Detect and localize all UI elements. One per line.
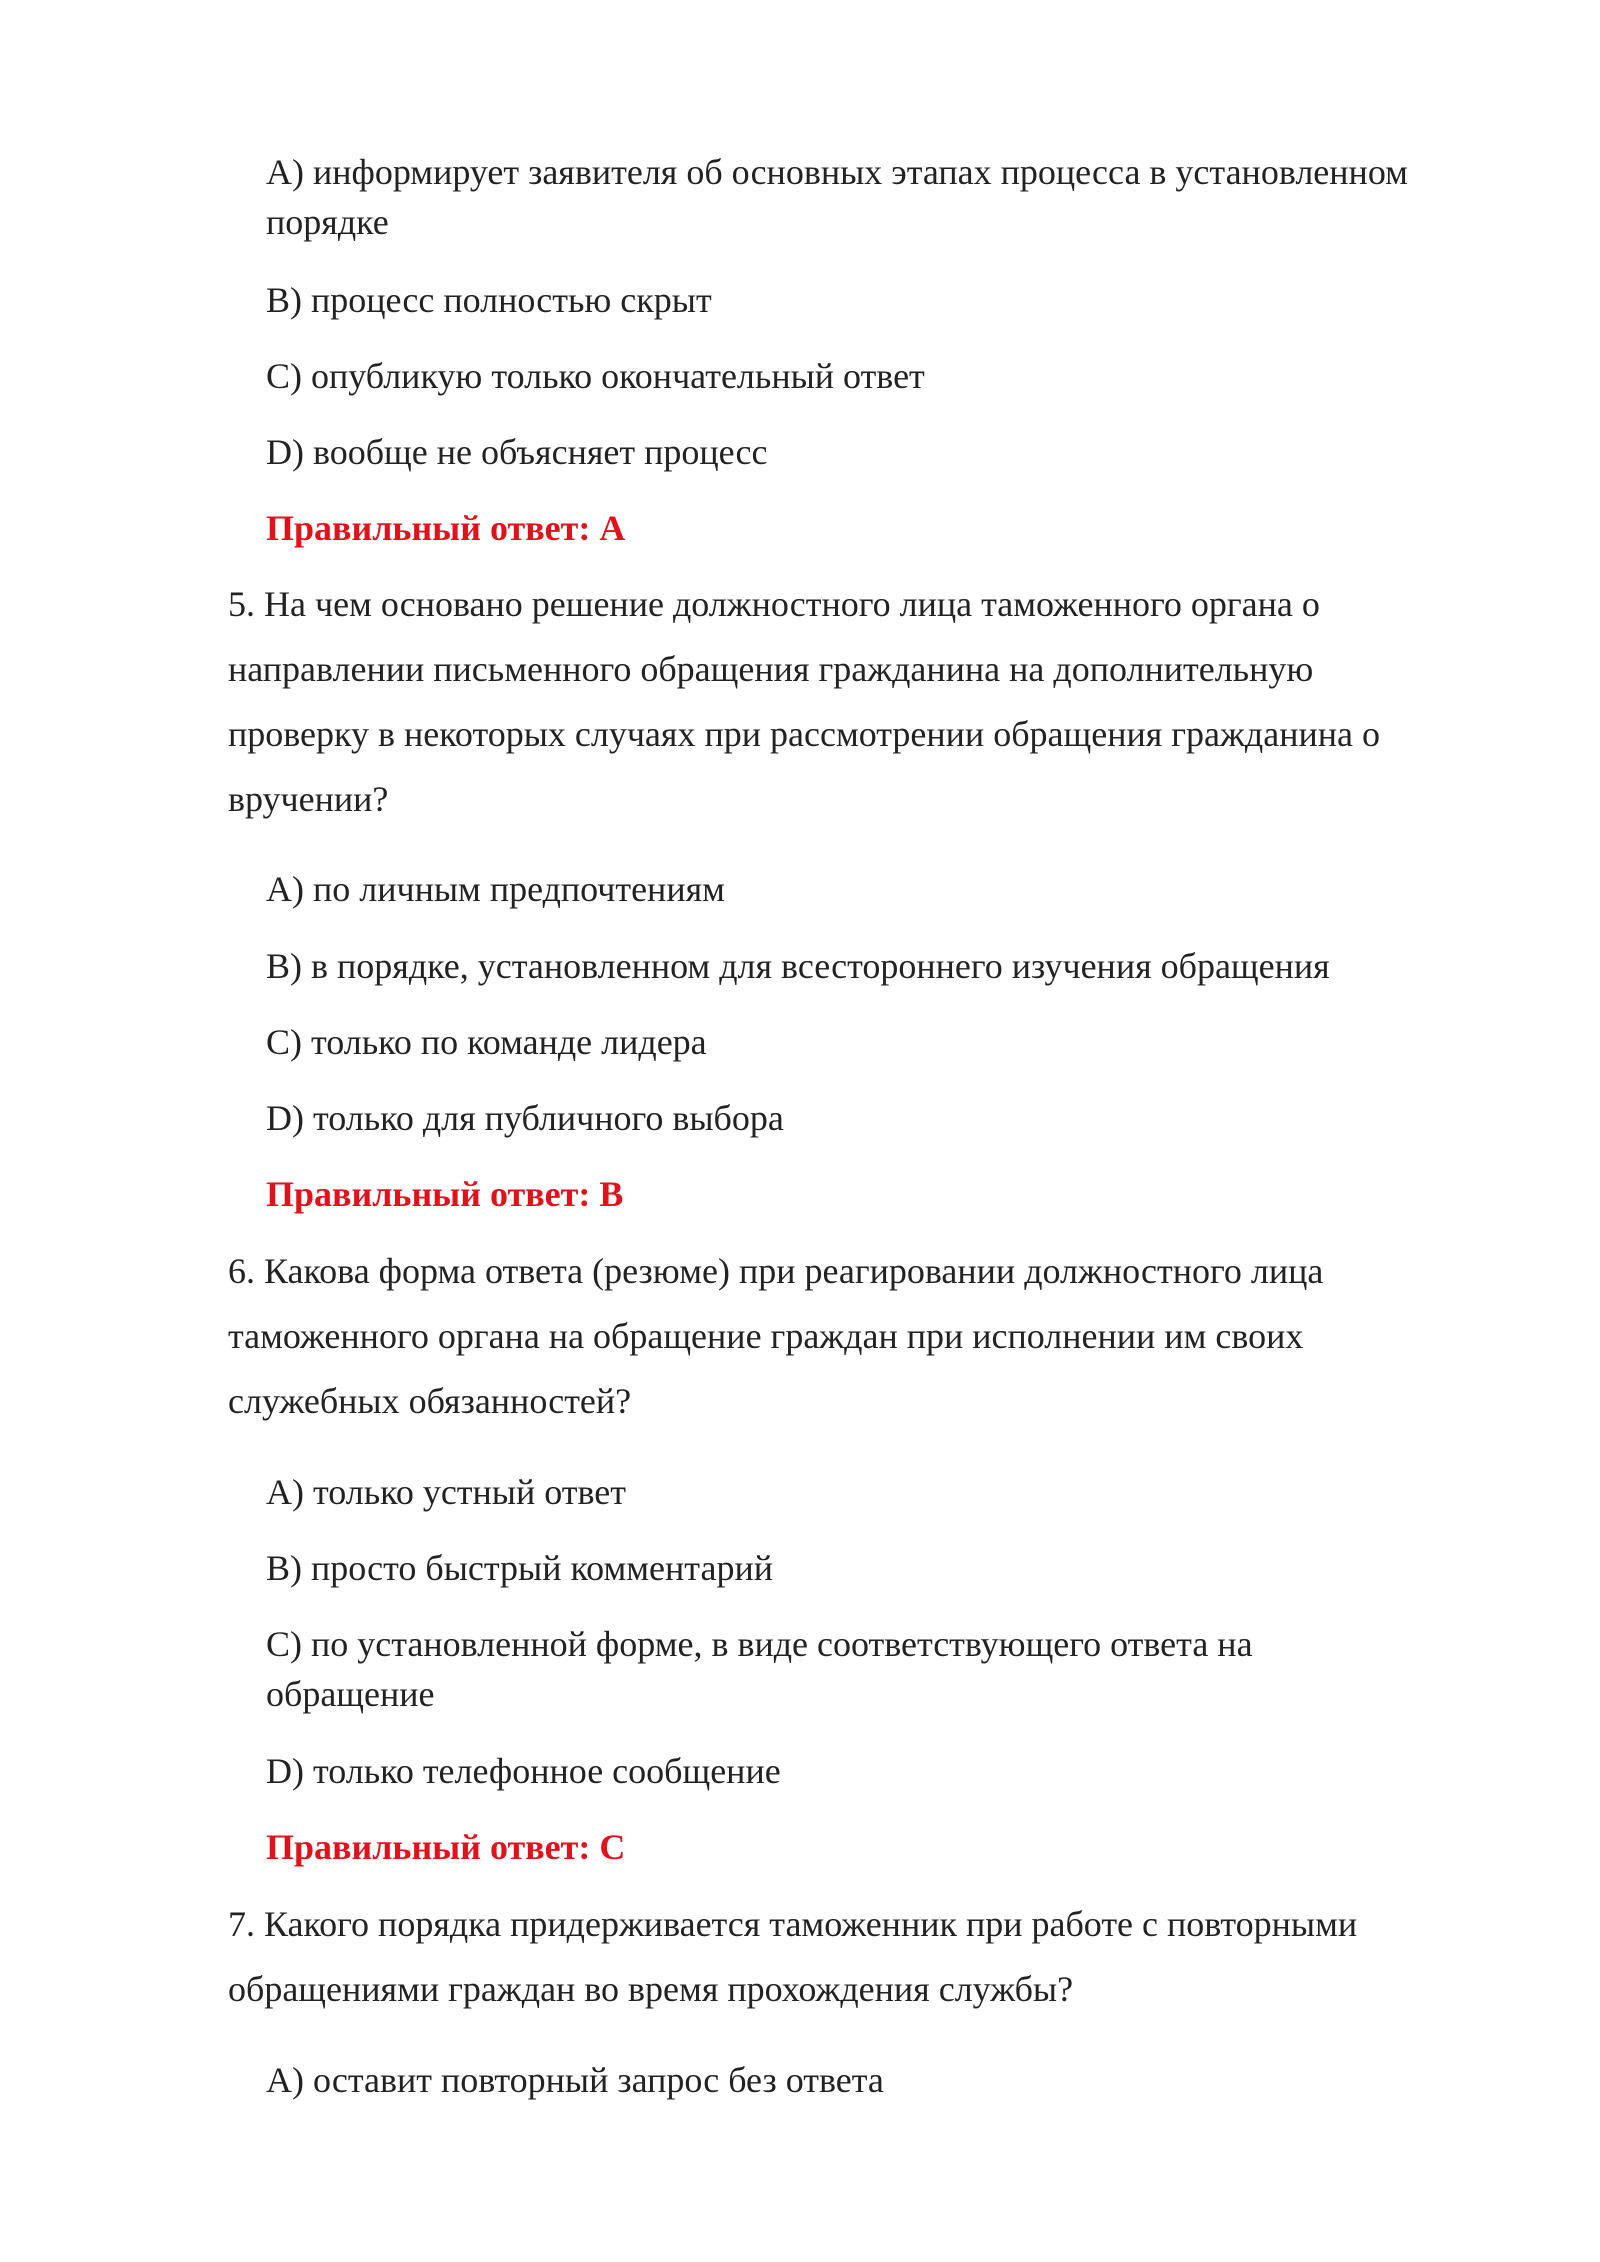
option-a: A) только устный ответ — [266, 1472, 626, 1512]
option-c-continuation: обращение — [266, 1674, 435, 1714]
correct-answer: Правильный ответ: B — [266, 1174, 624, 1214]
correct-answer: Правильный ответ: A — [266, 508, 626, 548]
option-d: D) вообще не объясняет процесс — [266, 432, 768, 472]
option-a-continuation: порядке — [266, 202, 389, 242]
option-a: A) информирует заявителя об основных этапах процесса в установленном — [266, 152, 1408, 192]
question-7-line-2: обращениями граждан во время прохождения службы? — [228, 1969, 1074, 2009]
option-b: B) процесс полностью скрыт — [266, 280, 712, 320]
question-7-line-1: 7. Какого порядка придерживается таможенник при работе с повторными — [228, 1904, 1358, 1944]
question-6-line-3: служебных обязанностей? — [228, 1381, 632, 1421]
option-c: C) опубликую только окончательный ответ — [266, 356, 925, 396]
question-5-line-4: вручении? — [228, 779, 389, 819]
correct-answer: Правильный ответ: C — [266, 1827, 626, 1867]
question-6-line-1: 6. Какова форма ответа (резюме) при реагировании должностного лица — [228, 1251, 1324, 1291]
question-6-line-2: таможенного органа на обращение граждан при исполнении им своих — [228, 1316, 1304, 1356]
option-a: A) оставит повторный запрос без ответа — [266, 2060, 884, 2100]
option-b: B) просто быстрый комментарий — [266, 1548, 773, 1588]
question-5-line-1: 5. На чем основано решение должностного лица таможенного органа о — [228, 584, 1320, 624]
question-5-line-3: проверку в некоторых случаях при рассмотрении обращения гражданина о — [228, 714, 1380, 754]
option-c: C) по установленной форме, в виде соответствующего ответа на — [266, 1624, 1253, 1664]
option-c: C) только по команде лидера — [266, 1022, 707, 1062]
question-5-line-2: направлении письменного обращения гражданина на дополнительную — [228, 649, 1314, 689]
option-a: A) по личным предпочтениям — [266, 869, 725, 909]
option-b: B) в порядке, установленном для всестороннего изучения обращения — [266, 946, 1330, 986]
option-d: D) только телефонное сообщение — [266, 1751, 781, 1791]
option-d: D) только для публичного выбора — [266, 1098, 784, 1138]
